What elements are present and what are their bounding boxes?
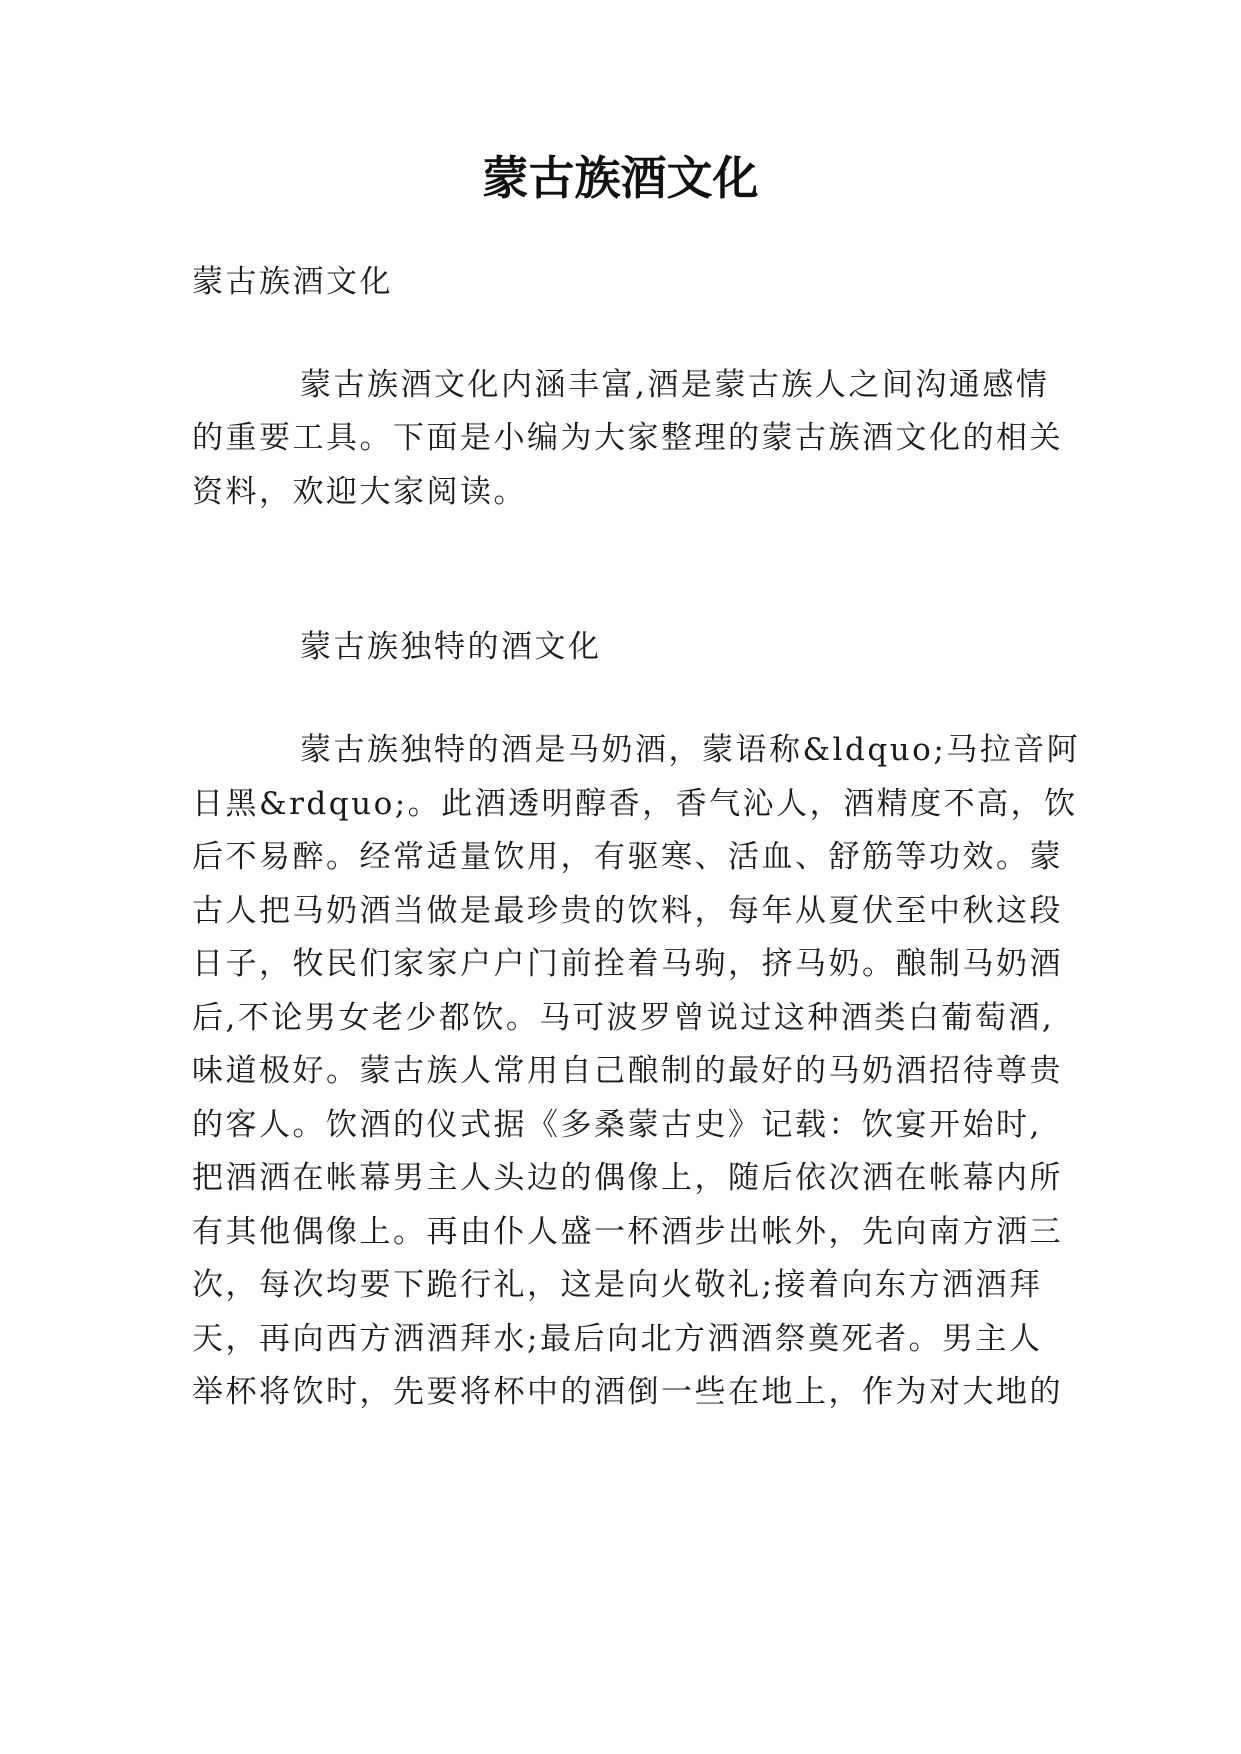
body-line-12: 天，再向西方洒酒拜水;最后向北方洒酒祭奠死者。男主人 [192,1321,1043,1357]
body-line-4: 古人把马奶酒当做是最珍贵的饮料，每年从夏伏至中秋这段 [192,893,1063,929]
body-line-7: 味道极好。蒙古族人常用自己酿制的最好的马奶酒招待尊贵 [192,1053,1063,1089]
document-title: 蒙古族酒文化 [482,151,759,205]
body-line-3: 后不易醉。经常适量饮用，有驱寒、活血、舒筋等功效。蒙 [192,839,1063,875]
body-line-9: 把酒洒在帐幕男主人头边的偶像上，随后依次洒在帐幕内所 [192,1160,1063,1196]
intro-line-3: 资料，欢迎大家阅读。 [192,474,527,510]
body-line-8: 的客人。饮酒的仪式据《多桑蒙古史》记载：饮宴开始时, [192,1107,1042,1143]
body-line-13: 举杯将饮时，先要将杯中的酒倒一些在地上，作为对大地的 [192,1374,1063,1410]
body-line-6: 后,不论男女老少都饮。马可波罗曾说过这种酒类白葡萄酒, [192,1000,1055,1036]
body-line-2: 日黑&rdquo;。此酒透明醇香，香气沁人，酒精度不高，饮 [192,786,1078,822]
intro-line-2: 的重要工具。下面是小编为大家整理的蒙古族酒文化的相关 [192,420,1063,456]
subtitle: 蒙古族酒文化 [192,264,393,300]
body-line-11: 次，每次均要下跪行礼，这是向火敬礼;接着向东方洒酒拜 [192,1267,1043,1303]
intro-line-1: 蒙古族酒文化内涵丰富,酒是蒙古族人之间沟通感情 [300,367,1050,403]
body-line-5: 日子，牧民们家家户户门前拴着马驹，挤马奶。酿制马奶酒 [192,946,1063,982]
body-line-1: 蒙古族独特的酒是马奶酒，蒙语称&ldquo;马拉音阿 [300,732,1081,768]
section-heading: 蒙古族独特的酒文化 [300,629,602,665]
body-line-10: 有其他偶像上。再由仆人盛一杯酒步出帐外，先向南方洒三 [192,1214,1063,1250]
